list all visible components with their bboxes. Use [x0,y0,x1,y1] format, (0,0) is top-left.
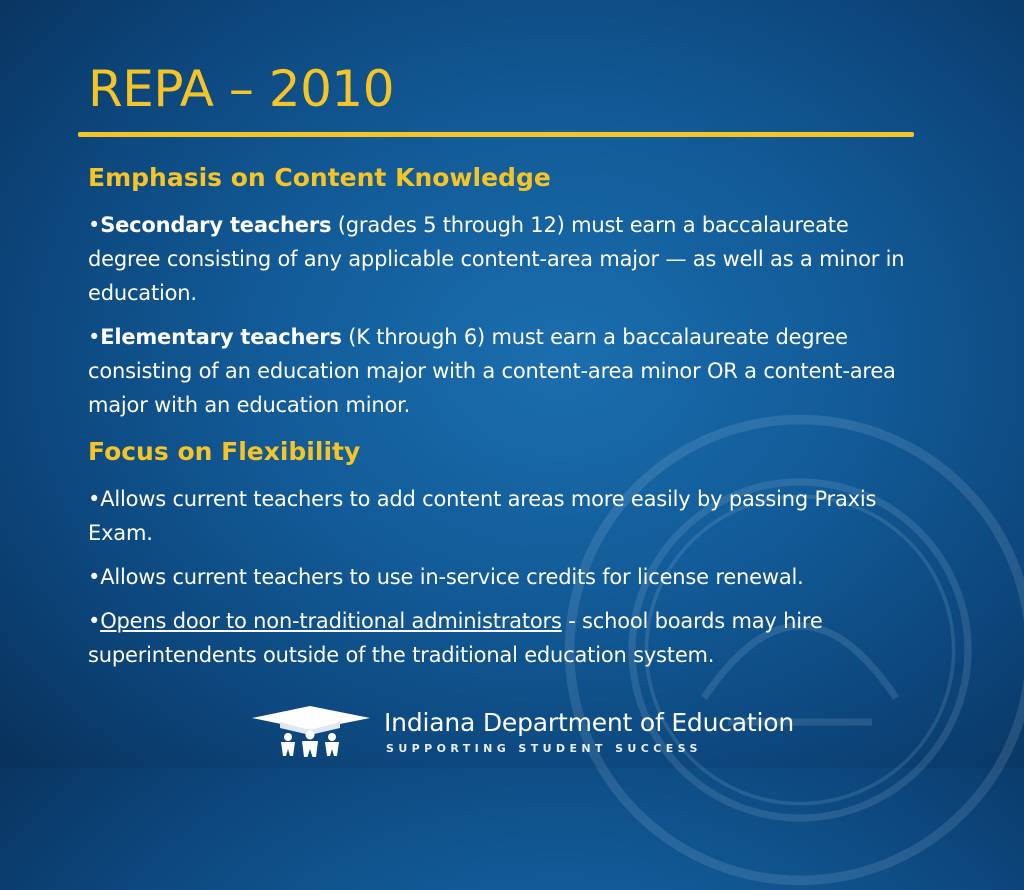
bullet-add-content-areas [88,482,918,550]
bullet-text: (grades 5 through 12) must earn a baccalaureate degree consisting of any applicable content-area major — as well as a minor in education. [88,213,905,305]
title-divider [78,132,914,137]
slide-content [88,162,918,682]
section-heading-content-knowledge: Emphasis on Content Knowledge [88,163,551,192]
bullet-marker: • [88,609,101,633]
bullet-marker: • [88,325,101,349]
graduation-cap-children-icon [250,704,372,758]
bullet-elementary-teachers [88,320,918,422]
footer-logo [250,704,794,760]
org-tagline: SUPPORTING STUDENT SUCCESS [386,742,702,755]
bullet-text: Allows current teachers to add content areas more easily by passing Praxis Exam. [88,487,877,545]
bullet-marker: • [88,213,101,237]
bullet-text: (K through 6) must earn a baccalaureate degree consisting of an education major with a content-area minor OR a content-area major with an education minor. [88,325,896,417]
bullet-in-service-credits [88,560,918,594]
bullet-text: Allows current teachers to use in-service credits for license renewal. [100,565,804,589]
section-heading-flexibility: Focus on Flexibility [88,437,361,466]
bullet-non-traditional-administrators [88,604,918,672]
bullet-secondary-teachers [88,208,918,310]
bullet-marker: • [88,565,101,589]
org-name: Indiana Department of Education [384,708,794,737]
bullet-text: - school boards may hire superintendents outside of the traditional education system. [88,609,823,667]
slide-title: REPA – 2010 [88,60,395,118]
bullet-marker: • [88,487,101,511]
bullet-bold-label: Elementary teachers [100,325,342,349]
non-traditional-administrators-link[interactable]: Opens door to non-traditional administrators [100,609,562,633]
bullet-bold-label: Secondary teachers [100,213,332,237]
